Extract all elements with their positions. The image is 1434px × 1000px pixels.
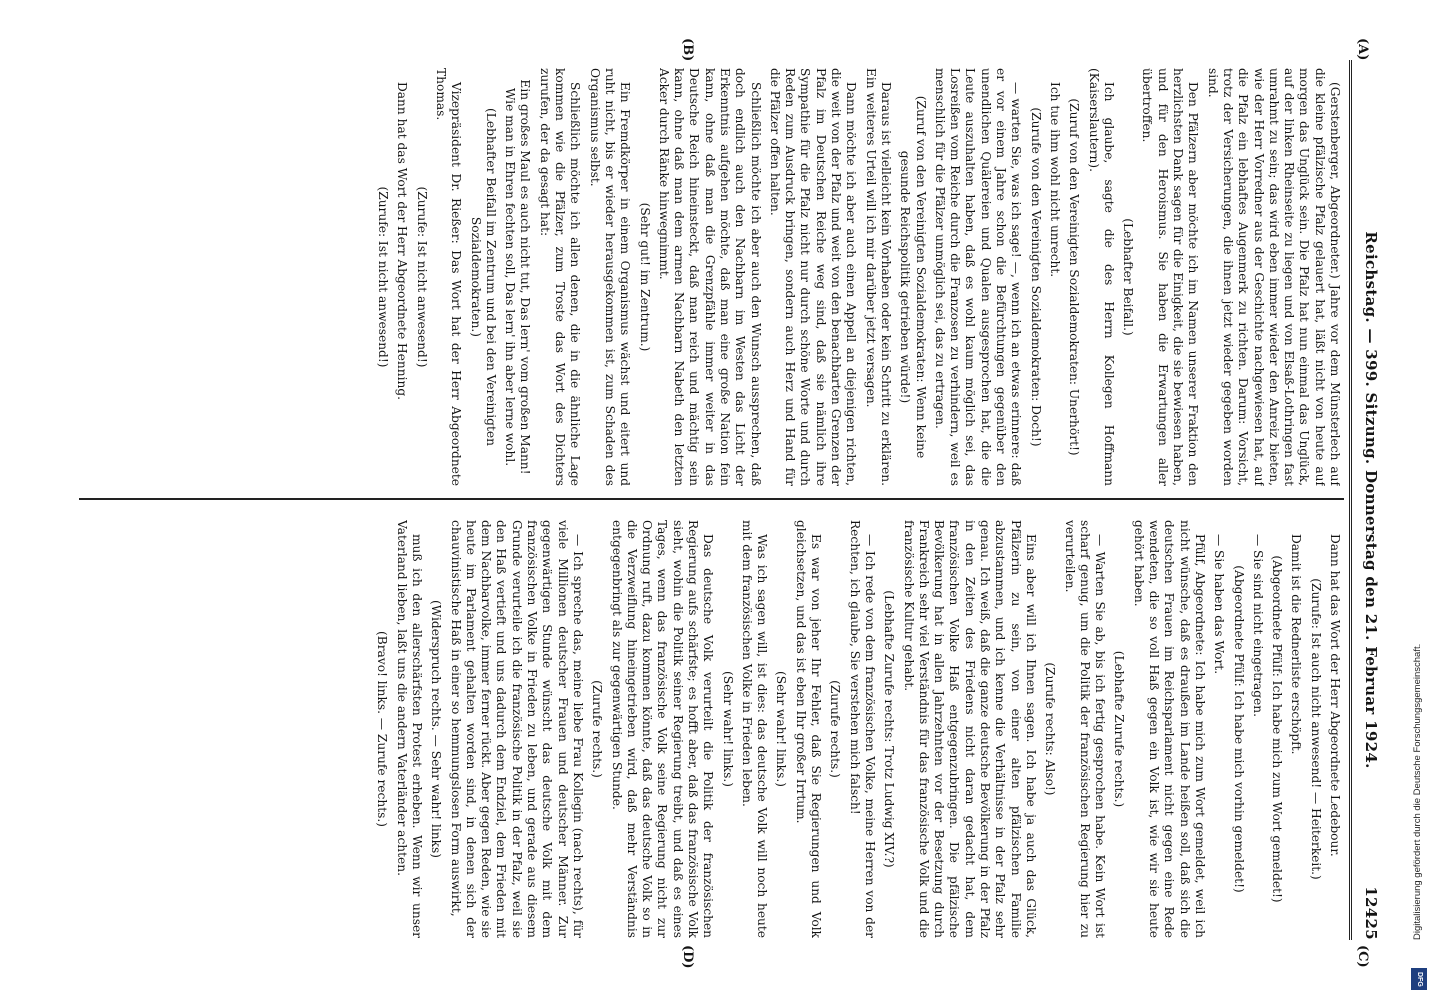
paragraph: (Gerstenberger, Abgeordneter.) Jahre vor dem Münsterlech auf die kleine pfälzische Pfalz gelauert hat, läßt nicht von heute auf morgen das Unglück sein. Die Pfalz hat nun einmal das Unglück, auf der linken Rheinseite zu liegen und von Elsaß-Lothringen fast umrahmt zu sein; das wird eben immer wieder den Anreiz bieten, wie der Herr Vorredner aus der Geschichte nachgewiesen hat, auf die Pfalz ein lebhaftes Augenmerk zu richten. Darum: Vorsicht, trotz der Versicherungen, die ihnen jetzt wieder gegeben worden sind. (1205, 68, 1342, 486)
interjection: (Lebhafte Zurufe rechts.) (1112, 650, 1127, 808)
page-header (1352, 60, 1388, 940)
right-column (82, 520, 1342, 938)
paragraph: — warten Sie, was ich sage! —, wenn ich an etwas erinnere: daß er vor einem Jahre schon die Befürchtungen gegenüber den unendlichen Quälereien und Qualen ausgesprochen hat, die die Leute auszuhalten haben, daß es wohl kaum möglich sei, das Losreißen vom Reiche durch die Franzosen zu verhindern, weil es menschlich für die Pfälzer unmöglich sei, das zu ertragen. (932, 68, 1024, 486)
paragraph: — Sie haben das Wort. (1212, 534, 1227, 675)
page-number: 12425 (1362, 886, 1380, 940)
paragraph: Daraus ist vielleicht kein Vorhaben oder kein Schritt zu erklären. Ein weiteres Urteil will ich mir darüber jetzt versagen. (863, 68, 893, 486)
paragraph: Es war von jeher Ihr Fehler, daß Sie Regierungen und Volk gleichsetzen, und das ist eben Ihr großer Irrtum. (793, 520, 824, 938)
interjection: (Zurufe: Ist nicht anwesend!) (414, 186, 429, 368)
interjection: (Zurufe rechts.) (828, 680, 843, 778)
paragraph: — Warten Sie ab, bis ich fertig gesprochen habe. Kein Wort ist scharf genug, um die Politik der französischen Regierung hier zu verurteilen. (1062, 520, 1108, 938)
paragraph: Damit ist die Rednerliste erschöpft. (1289, 534, 1304, 755)
paragraph: Dann hat das Wort der Herr Abgeordnete Ledebour. (1328, 534, 1342, 857)
paragraph: Eins aber will ich Ihnen sagen. Ich habe ja auch das Glück, Pfälzerin zu sein, von einer alten pfälzischen Familie abzustammen, und ich kenne die Verhältnisse in der Pfalz sehr genau. Ich weiß, daß die ganze deutsche Bevölkerung in der Pfalz in den Zeiten des Friedens nicht daran gedacht hat, dem französischen Volke Haß entgegenzubringen. Die pfälzische Bevölkerung hat in allen Jahrzehnten vor der Besetzung durch Frankreich sehr viel Verständnis für das französische Volk und die französische Kultur gehabt. (901, 520, 1038, 938)
margin-marker-d: (D) (680, 945, 695, 969)
paragraph: Ich glaube, sagte die des Herrn Kollegen Hoffmann (Kaiserslautern). (1086, 68, 1116, 486)
interjection: (Zurufe von den Vereinigten Sozialdemokraten: Doch!) (1028, 107, 1043, 447)
margin-marker-c: (C) (1355, 945, 1370, 968)
paragraph: — Sie sind nicht eingetragen. (1250, 534, 1265, 717)
column-divider (79, 498, 1344, 500)
paragraph: Vizepräsident Dr. Rießer: Das Wort hat der Herr Abgeordnete Thomas. (433, 68, 464, 486)
interjection: Ein großes Maul es auch nicht tut, Das lern' vom großen Mann! Wie man in Ehren fechten soll, Das lern' ihn aber lerne wohl. (503, 79, 533, 475)
interjection: (Sehr wahr! links.) (720, 671, 735, 787)
interjection: (Abgeordnete Pfülf: Ich habe mich vorhin gemeldet!) (1231, 565, 1246, 893)
interjection: (Zuruf von den Vereinigten Sozialdemokraten: Wenn keine gesunde Reichspolitik getrieben würde!) (898, 95, 928, 459)
paragraph: Pfülf, Abgeordnete: Ich habe mich zum Wort gemeldet, weil ich nicht wünsche, daß es draußen im Lande heißen soll, daß sich die deutschen Frauen im Reichsparlament nicht gegen eine Rede wendeten, die so voll Haß gegen ein Volk ist, wie wir sie heute gehört haben. (1131, 520, 1207, 938)
paragraph: — Ich rede von dem französischen Volke, meine Herren von der Rechten, ich glaube, Sie verstehen mich falsch! (847, 520, 877, 938)
paragraph: muß ich den allerschärfsten Protest erheben. Wenn wir unser Vaterland lieben, laßt uns die andern Vaterländer achten. (394, 520, 424, 938)
interjection: (Sehr gut! im Zentrum.) (637, 202, 652, 352)
interjection: (Zurufe: Ist auch nicht anwesend! — Heiterkeit.) (1308, 578, 1323, 880)
interjection: (Zurufe: Ist nicht anwesend!) (376, 186, 391, 368)
interjection: (Lebhafter Beifall.) (1121, 218, 1136, 336)
paragraph: Dann hat das Wort der Herr Abgeordnete Henning. (395, 82, 410, 400)
paragraph: Den Pfälzern aber möchte ich im Namen unserer Fraktion den herzlichsten Dank sagen für die Einigkeit, die sie bewiesen haben, und für den Heroismus. Sie haben die Erwartungen aller übertroffen. (1140, 68, 1201, 486)
interjection: (Lebhafter Beifall im Zentrum und bei den Vereinigten Sozialdemokraten.) (468, 108, 498, 446)
dfg-logo: DFG (1411, 968, 1427, 990)
interjection: (Sehr wahr! links.) (774, 671, 789, 787)
digitization-credit: Digitalisierung gefördert durch die Deutsche Forschungsgemeinschaft. (1412, 643, 1423, 940)
interjection: (Zurufe rechts.) (590, 680, 605, 778)
paragraph: Das deutsche Volk verurteilt die Politik der französischen Regierung aufs schärfste; es hofft aber, daß das französische Volk sieht, wohin die Politik seiner Regierung treibt, und daß es eines Tages, wenn das französische Volk seine Regierung nicht zur Ordnung ruft, dazu kommen könnte, daß das deutsche Volk so in die Verzweiflung hineingetrieben wird, daß mehr Verständnis entgegenbringt als zur gegenwärtigen Stunde. (609, 520, 716, 938)
interjection: (Abgeordnete Pfülf: Ich habe mich zum Wort gemeldet!) (1270, 555, 1285, 903)
interjection: (Bravo! links. — Zurufe rechts.) (375, 631, 390, 827)
left-column (82, 68, 1342, 486)
interjection: (Widerspruch rechts. — Sehr wahr! links) (429, 599, 444, 859)
paragraph: Ich tue ihm wohl nicht unrecht. (1047, 82, 1062, 278)
paragraph: Schließlich möchte ich aber auch den Wunsch aussprechen, daß doch endlich auch den Nachbarn im Westen das Licht der Erkenntnis aufgehen möchte, daß man eine große Nation fein kann, ohne daß man die Grenzpfähle immer weiter in das Deutsche Reich hineinsteckt, daß man reich und mächtig sein kann, ohne daß man dem armen Nachbarn Nabeth den letzten Acker durch Ränke hinwegnimmt. (656, 68, 763, 486)
header-rule (1349, 60, 1352, 940)
paragraph: Was ich sagen will, ist dies: das deutsche Volk will noch heute mit dem französischen Volke in Frieden leben. (739, 520, 770, 938)
paragraph: Dann möchte ich aber auch einen Appell an diejenigen richten, die weit von der Pfalz und weit von den benachbarten Grenzen der Pfalz im Deutschen Reiche weg sind, daß sie nämlich ihre Sympathie für die Pfalz nicht nur durch schöne Worte und durch Reden zum Ausdruck bringen, sondern auch Herz und Hand für die Pfälzer offen halten. (767, 68, 859, 486)
header-title: Reichstag. — 399. Sitzung. Donnerstag den 21. Februar 1924. (1362, 231, 1380, 769)
margin-marker-b: (B) (680, 38, 695, 62)
paragraph: — Ich spreche das, meine liebe Frau Kollegin (nach rechts), für viele Millionen deutscher Frauen und deutscher Männer. Zur gegenwärtigen Stunde wünscht das deutsche Volk mit dem französischen Volke in Frieden zu leben, und gerade aus diesem Grunde verurteile ich die französische Politik in der Pfalz, weil sie den Haß vertieft und uns dadurch dem Endziel, dem Frieden mit dem Nachbarvolke, immer ferner rückt. Aber gegen Reden, wie sie heute im Parlament gehalten worden sind, in denen sich der chauvinistische Haß in einer so hemmungslosen Form auswirkt, (448, 520, 585, 938)
interjection: (Lebhafte Zurufe rechts: Trotz Ludwig XIV.?) (882, 590, 897, 868)
interjection: (Zurufe rechts: Also!) (1043, 662, 1058, 796)
digitization-footer (1406, 0, 1430, 1000)
interjection: (Zuruf von den Vereinigten Sozialdemokraten: Unerhört!) (1067, 98, 1082, 456)
paragraph: Ein Fremdkörper in einem Organismus wächst und eitert und ruht nicht, bis er wieder herausgekommen ist, zum Schaden des Organismus selbst. (587, 68, 633, 486)
margin-marker-a: (A) (1355, 38, 1370, 61)
paragraph: Schließlich möchte ich allen denen, die in die ähnliche Lage kommen wie die Pfälzer, zum Troste das Wort des Dichters zurufen, der da gesagt hat: (537, 68, 583, 486)
